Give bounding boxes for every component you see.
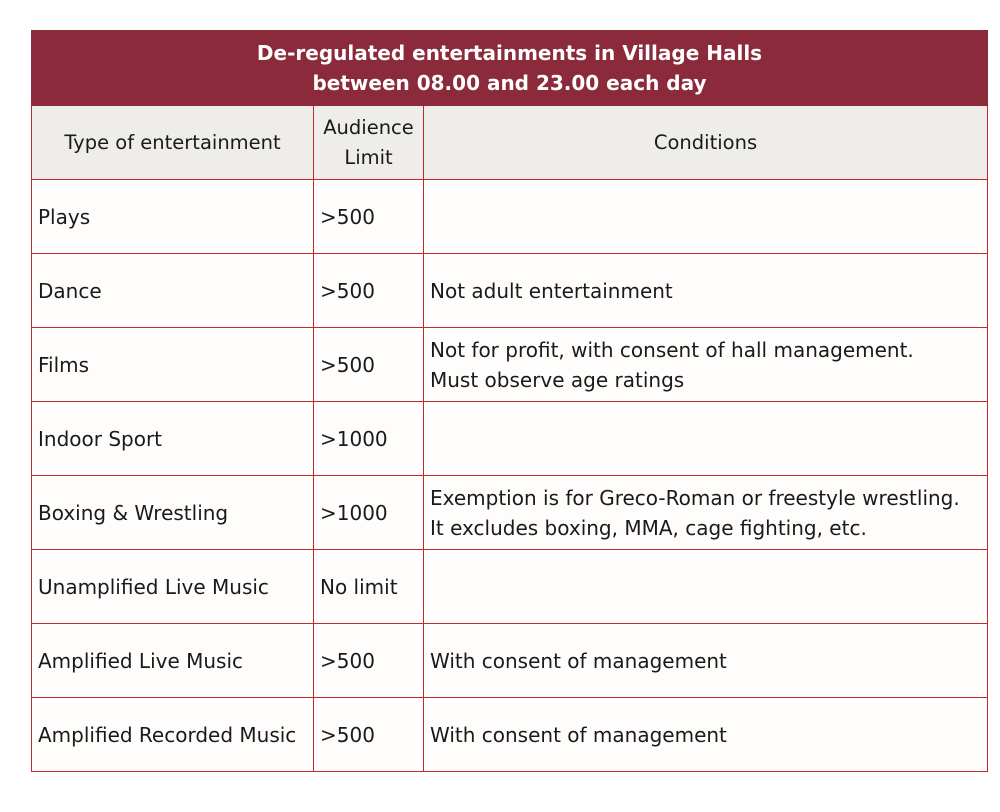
table-row — [32, 550, 988, 624]
cell-limit: >500 — [314, 328, 424, 402]
condition-line: Not adult entertainment — [430, 278, 673, 303]
cell-type: Amplified Live Music — [32, 624, 314, 698]
table-row — [32, 402, 988, 476]
cell-conditions — [424, 402, 988, 476]
table-title — [32, 31, 988, 106]
cell-conditions — [424, 698, 988, 772]
cell-conditions — [424, 180, 988, 254]
header-limit — [314, 106, 424, 180]
table-row — [32, 254, 988, 328]
table-row — [32, 180, 988, 254]
cell-limit: No limit — [314, 550, 424, 624]
table-row — [32, 624, 988, 698]
condition-line: It excludes boxing, MMA, cage fighting, etc. — [430, 515, 867, 540]
cell-conditions — [424, 624, 988, 698]
cell-conditions — [424, 476, 988, 550]
table-title-line-2: between 08.00 and 23.00 each day — [312, 71, 707, 95]
cell-conditions — [424, 254, 988, 328]
title-row — [32, 31, 988, 106]
condition-line: Exemption is for Greco-Roman or freestyle wrestling. — [430, 485, 960, 510]
cell-type: Plays — [32, 180, 314, 254]
cell-type: Boxing & Wrestling — [32, 476, 314, 550]
cell-type: Unamplified Live Music — [32, 550, 314, 624]
condition-line: Not for profit, with consent of hall management. — [430, 337, 914, 362]
cell-limit: >1000 — [314, 402, 424, 476]
entertainments-table-container — [31, 30, 987, 772]
header-limit-line-2: Limit — [344, 145, 393, 169]
table-row — [32, 476, 988, 550]
cell-type: Films — [32, 328, 314, 402]
header-conditions-label: Conditions — [653, 130, 758, 154]
cell-type: Amplified Recorded Music — [32, 698, 314, 772]
cell-limit: >500 — [314, 624, 424, 698]
table-title-line-1: De-regulated entertainments in Village Halls — [256, 41, 763, 65]
header-conditions — [424, 106, 988, 180]
cell-conditions — [424, 328, 988, 402]
cell-conditions — [424, 550, 988, 624]
table-row — [32, 698, 988, 772]
cell-limit: >500 — [314, 180, 424, 254]
table-row — [32, 328, 988, 402]
entertainments-table — [31, 30, 988, 772]
condition-line: Must observe age ratings — [430, 367, 685, 392]
cell-limit: >500 — [314, 254, 424, 328]
cell-type: Dance — [32, 254, 314, 328]
header-row — [32, 106, 988, 180]
condition-line: With consent of management — [430, 722, 727, 747]
header-limit-line-1: Audience — [323, 115, 414, 139]
header-type — [32, 106, 314, 180]
cell-type: Indoor Sport — [32, 402, 314, 476]
header-type-label: Type of entertainment — [64, 130, 281, 154]
condition-line: With consent of management — [430, 648, 727, 673]
cell-limit: >1000 — [314, 476, 424, 550]
cell-limit: >500 — [314, 698, 424, 772]
